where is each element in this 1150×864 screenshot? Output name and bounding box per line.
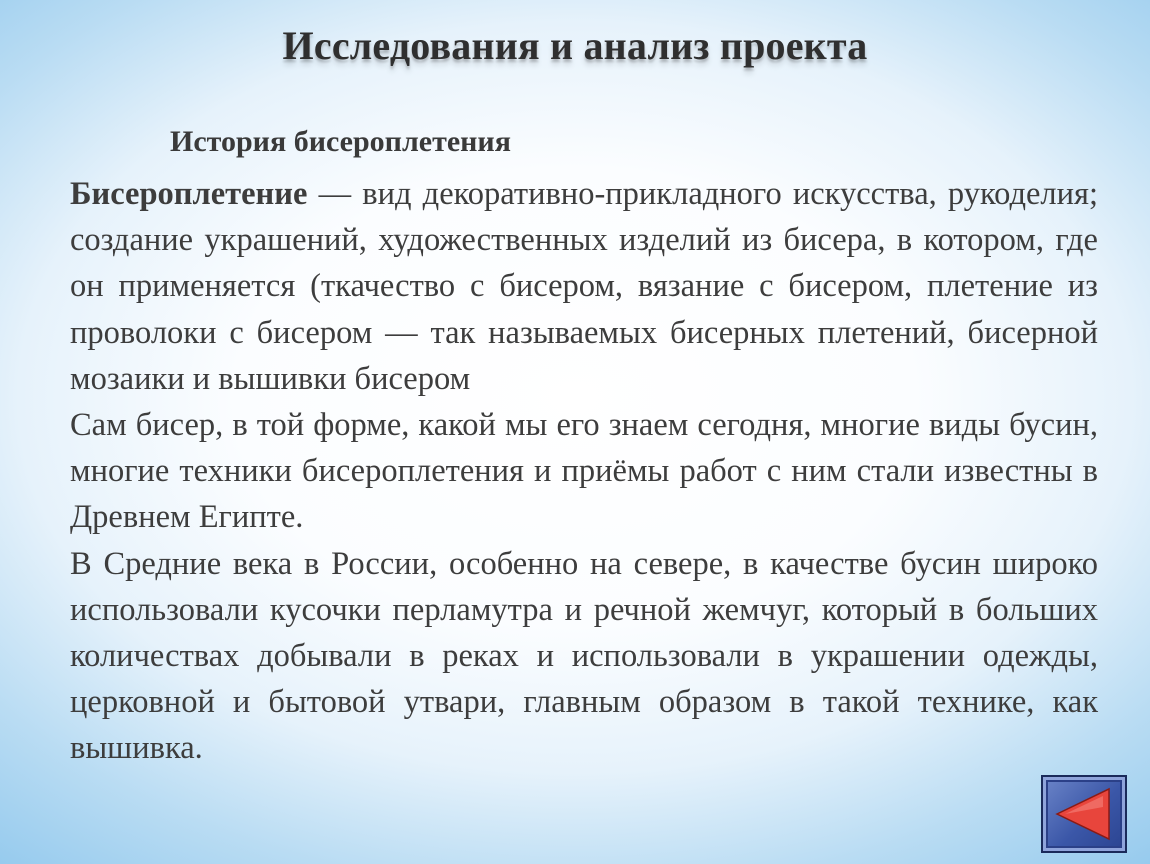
left-triangle-icon (1051, 785, 1117, 843)
paragraph-russia: В Средние века в России, особенно на севере, в качестве бусин широко использовали кусочки перламутра и речной жемчуг, который в больших количествах добывали в реках и использовали в украшении одежды, церковной и бытовой утвари, главным образом в такой технике, как вышивка. (70, 545, 1098, 767)
body-text (70, 171, 1098, 772)
paragraph-definition (70, 171, 1098, 402)
paragraph-egypt: Сам бисер, в той форме, какой мы его знаем сегодня, многие виды бусин, многие техники бисероплетения и приёмы работ с ним стали известны в Древнем Египте. (70, 407, 1098, 536)
slide-title: Исследования и анализ проекта (282, 23, 868, 68)
back-button[interactable] (1041, 775, 1127, 853)
term-beadwork: Бисероплетение (70, 176, 308, 212)
definition-text: — вид декоративно-прикладного искусства, рукоделия; создание украшений, художественных изделий из бисера, в котором, где он применяется (ткачество с бисером, вязание с бисером, плетение из проволоки с бисером — так называемых бисерных плетений, бисерной мозаики и вышивки бисером (70, 176, 1098, 397)
section-heading: История бисероплетения (170, 125, 511, 158)
